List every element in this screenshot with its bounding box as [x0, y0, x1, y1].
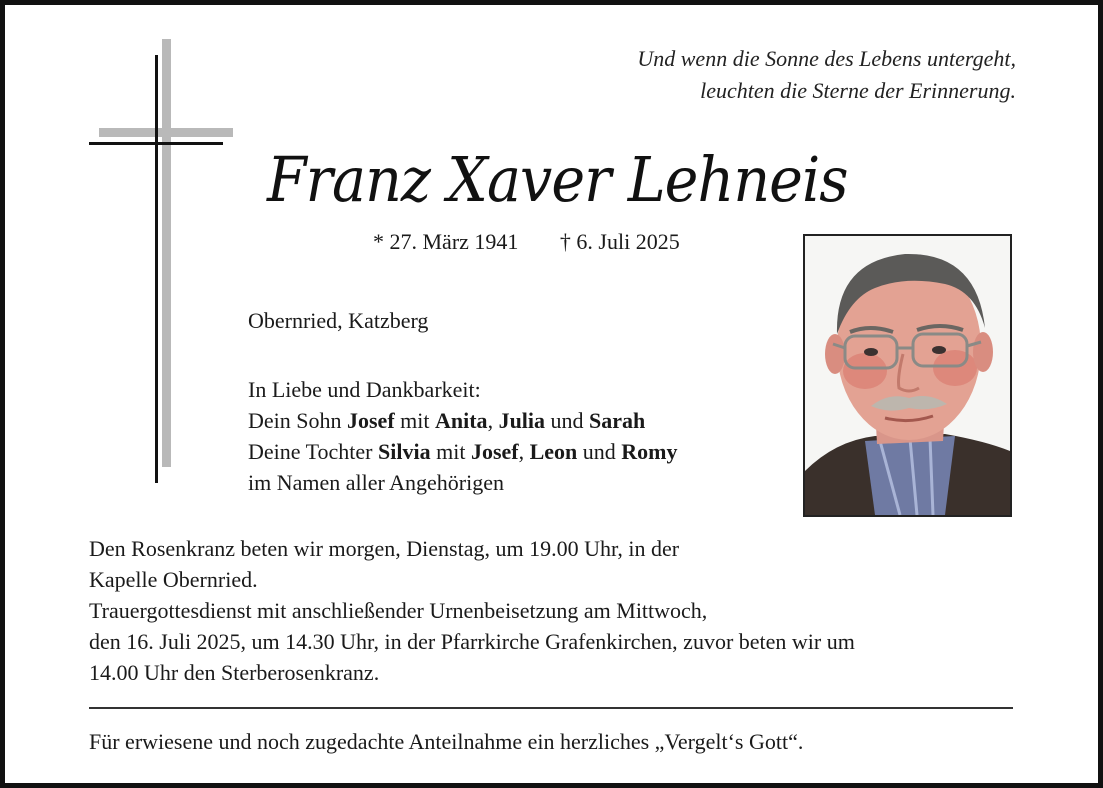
residence: Obernried, Katzberg	[248, 308, 429, 333]
birth-date: * 27. März 1941	[373, 229, 519, 254]
funeral-line-1: Trauergottesdienst mit anschließender Urnenbeisetzung am Mittwoch,	[89, 598, 708, 623]
life-dates	[373, 229, 680, 255]
family-daughter-line: Deine Tochter Silvia mit Josef, Leon und Romy	[248, 439, 678, 464]
portrait-photo	[803, 234, 1012, 517]
quote-line-1: Und wenn die Sonne des Lebens untergeht,	[637, 46, 1016, 71]
cross-horizontal	[89, 142, 223, 145]
quote-line-2: leuchten die Sterne der Erinnerung.	[700, 78, 1016, 103]
family-intro: In Liebe und Dankbarkeit:	[248, 377, 481, 402]
deceased-name: Franz Xaver Lehneis	[267, 143, 848, 216]
portrait-illustration	[805, 236, 1010, 515]
family-son-line: Dein Sohn Josef mit Anita, Julia und Sarah	[248, 408, 646, 433]
thanks-note: Für erwiesene und noch zugedachte Anteilnahme ein herzliches „Vergelt‘s Gott“.	[89, 729, 804, 754]
rosary-line-2: Kapelle Obernried.	[89, 567, 258, 592]
funeral-line-3: 14.00 Uhr den Sterberosenkranz.	[89, 660, 380, 685]
funeral-line-2: den 16. Juli 2025, um 14.30 Uhr, in der Pfarrkirche Grafenkirchen, zuvor beten wir um	[89, 629, 855, 654]
divider	[89, 707, 1013, 709]
memorial-quote	[637, 43, 1016, 107]
cross-shadow-vertical	[162, 39, 171, 467]
rosary-line-1: Den Rosenkranz beten wir morgen, Dienstag, um 19.00 Uhr, in der	[89, 536, 680, 561]
cross-vertical	[155, 55, 158, 483]
cross-shadow-horizontal	[99, 128, 233, 137]
family-closing: im Namen aller Angehörigen	[248, 470, 504, 495]
death-date: † 6. Juli 2025	[559, 229, 680, 254]
ceremony-details	[89, 533, 855, 688]
mourners-list	[248, 374, 678, 498]
